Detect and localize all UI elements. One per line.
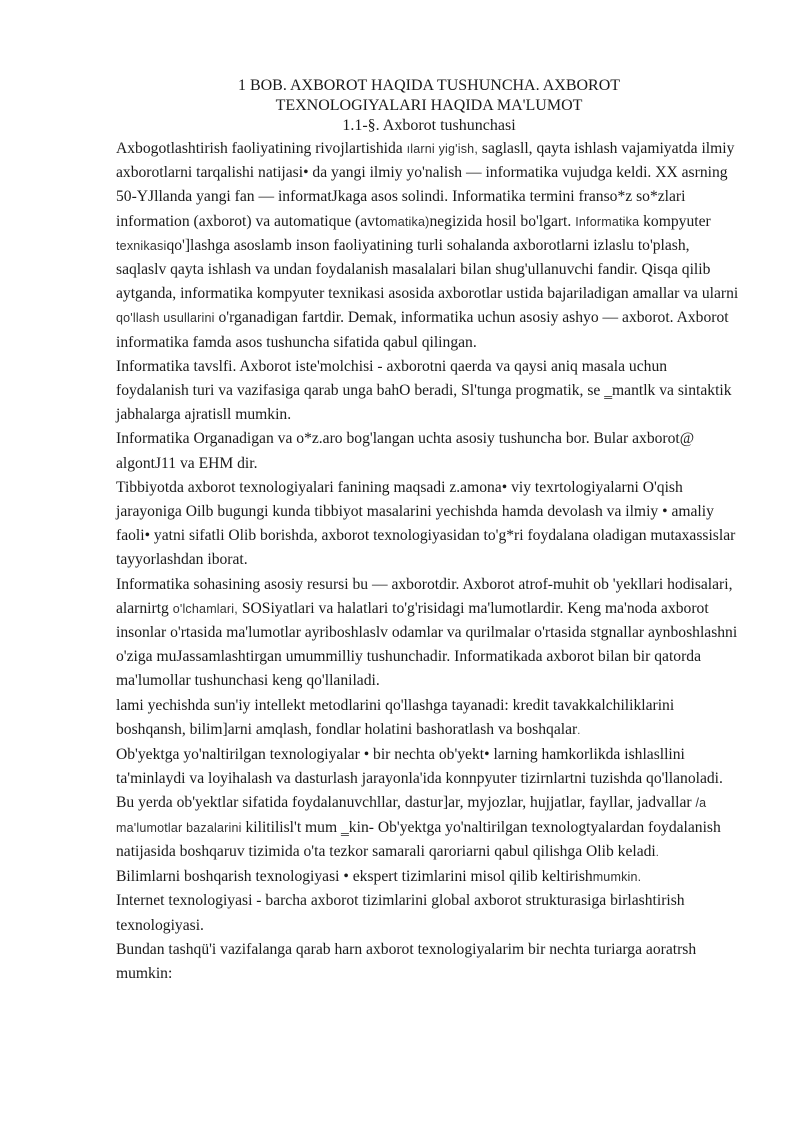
inserted-fragment: . bbox=[655, 846, 660, 859]
text-run: kilitilisl't mum ‗kin- Ob'yektga yo'naltirilgan texnologtyalardan foydalanish natijasida boshqaruv tizimida o'ta tezkor samarali qaroriarni qabul qilishga Olib keladi bbox=[116, 818, 721, 860]
paragraph-internet-technology: Internet texnologiyasi - barcha axborot tizimlarini global axborot strukturasiga birlashtirish texnologiyasi. bbox=[116, 892, 685, 934]
chapter-title bbox=[116, 76, 742, 116]
paragraph-classification: Bundan tashqü'i vazifalanga qarab harn axborot texnologiyalarim bir nechta turiarga aoratrsh mumkin: bbox=[116, 940, 697, 982]
text-run: negizida hosil bo'lgart. bbox=[429, 212, 576, 230]
paragraph-definition: Informatika tavslfi. Axborot iste'molchisi - axborotni qaerda va qaysi aniq masala uchun foydalanish turi va vazifasiga qarab unga bahO beradi, Sl'tunga progmatik, se ‗mantlk va sintaktik jabhalarga ajratisll mumkin. bbox=[116, 357, 732, 424]
text-run: Ob'yektga yo'naltirilgan texnologiyalar • bir nechta ob'yekt• larning hamkorlikda ishlasllini ta'minlaydi va loyihalash va dasturlash jarayonla'ida konnpyuter tizirnlartni tuzishda qo'llanoladi. Bu yerda ob'yektlar sifatida foydalanuvchllar, dastur]ar, myjozlar, hujjatlar, fayllar, jadvallar bbox=[116, 746, 723, 812]
document-page bbox=[116, 76, 742, 986]
inserted-fragment: o'lchamlari, bbox=[172, 601, 238, 616]
text-run: o'rganadigan fartdir. Demak, informatika uchun asosiy ashyo — axborot. Axborot informatika famda asos tushuncha sifatida qabul qilingan. bbox=[116, 309, 729, 351]
paragraph-resource bbox=[116, 573, 742, 694]
inserted-fragment: texnikasi bbox=[116, 238, 167, 253]
paragraph-medical-goal: Tibbiyotda axborot texnologiyalari fanining maqsadi z.amona• viy texrtologiyalarni O'qish jarayoniga Oilb bugungi kunda tibbiyot masalarini yechishda hamda devolash va ilmiy • amaliy faoli• yatni sifatli Olib borishda, axborot texnologiyasidan to'g*ri foydalana oladigan mutaxassislar tayyorlashdan iborat. bbox=[116, 478, 736, 569]
chapter-title-line-1: 1 BOB. AXBOROT HAQIDA TUSHUNCHA. AXBOROT bbox=[237, 77, 621, 94]
chapter-title-line-2: TEXNOLOGIYALARI HAQIDA MA'LUMOT bbox=[275, 97, 583, 114]
text-run: qo']lashga asoslamb inson faoliyatining turli sohalanda axborotlarni izlaslu to'plash, saqlaslv qayta ishlash va undan foydalanish masalalari bilan shug'ullanuvchi fandir. Qisqa qilib aytganda, informatika kompyuter texnikasi asosida axborotlar ustida bajariladigan amallar va ularni bbox=[116, 236, 739, 303]
inserted-fragment: . bbox=[577, 724, 581, 737]
text-run: lami yechishda sun'iy intellekt metodlarini qo'llashga tayanadi: kredit tavakkalchiliklarini boshqansh, bilim]arni amqlash, fondlar holatini bashoratlash va boshqalar bbox=[116, 696, 675, 738]
section-title: 1.1-§. Axborot tushunchasi bbox=[342, 117, 516, 134]
inserted-fragment: /a ma'lumotlar bazalarini bbox=[116, 796, 707, 835]
paragraph-core-concepts: Informatika Organadigan va o*z.aro bog'langan uchta asosiy tushuncha bor. Bular axborot@ algontJ11 va EHM dir. bbox=[116, 430, 695, 472]
paragraph-ai-methods bbox=[116, 694, 742, 743]
text-run: SOSiyatlari va halatlari to'g'risidagi ma'lumotlardir. Keng ma'noda axborot insonlar o'rtasida ma'lumotlar ayriboshlaslv odamlar va qurilmalar o'rtasida stgnallar aynboshlashni o'ziga muJassamlashtirgan umummilliy tushunchadir. Informatikada axborot bilan bir qatorda ma'lumollar tushunchasi keng qo'llaniladi. bbox=[116, 599, 738, 690]
paragraph-intro bbox=[116, 137, 742, 355]
text-run: saglasll, qayta ishlash vajamiyatda ilmiy axborotlarni tarqalishi natijasi• da yangi ilmiy yo'nalish — informatika vujudga keldi. XX asrning 50-YJllanda yangi fan — informatJkaga asos solindi. Informatika termini franso*z so*zlari information (axborot) va automatique (avto bbox=[116, 140, 735, 230]
inserted-fragment: qo'llash usullarini bbox=[116, 311, 215, 326]
paragraph-knowledge-management bbox=[116, 865, 742, 889]
text-run: Axbogotlashtirish faoliyatining rivojlartishida bbox=[116, 140, 407, 157]
inserted-fragment: matika) bbox=[387, 214, 430, 229]
text-run: Bilimlarni boshqarish texnologiyasi • ekspert tizimlarini misol qilib keltirish bbox=[116, 868, 593, 886]
text-run: kompyuter bbox=[639, 212, 711, 230]
inserted-fragment: mumkin. bbox=[592, 870, 642, 885]
text-run: Informatika sohasining asosiy resursi bu — axborotdir. Axborot atrof-muhit ob 'yekllari hodisalari, alarnirtg bbox=[116, 575, 733, 617]
inserted-fragment: Informatika bbox=[575, 214, 640, 229]
inserted-fragment: ılarni yig'ish, bbox=[406, 142, 478, 156]
paragraph-object-oriented bbox=[116, 743, 742, 865]
